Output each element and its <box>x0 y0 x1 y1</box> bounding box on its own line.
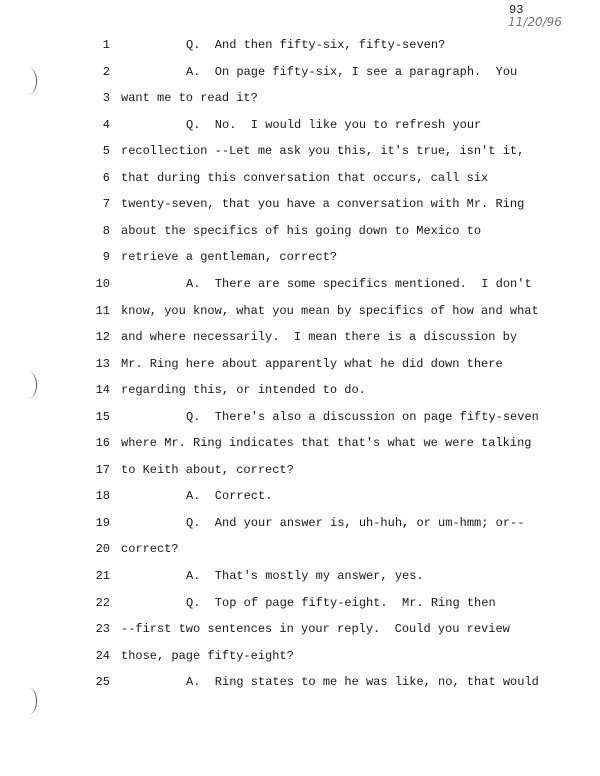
handwritten-date: 11/20/96 <box>508 15 562 29</box>
transcript-line <box>0 144 560 164</box>
line-number: 8 <box>102 223 110 238</box>
transcript-line <box>0 596 560 616</box>
transcript-line <box>0 38 560 58</box>
line-number: 25 <box>95 675 110 690</box>
line-text: those, page fifty-eight? <box>121 648 294 663</box>
line-text: want me to read it? <box>121 91 258 106</box>
transcript-line <box>0 224 560 244</box>
line-number: 23 <box>95 622 110 637</box>
line-number: 19 <box>95 515 110 530</box>
line-text: Q. And then fifty-six, fifty-seven? <box>186 38 446 52</box>
transcript-line <box>0 569 560 589</box>
line-text: Q. No. I would like you to refresh your <box>186 117 482 132</box>
transcript-line <box>0 357 560 377</box>
line-number: 22 <box>95 595 110 610</box>
line-number: 20 <box>95 542 110 557</box>
line-number: 21 <box>95 569 110 583</box>
line-text: Mr. Ring here about apparently what he did down there <box>121 356 503 371</box>
line-text: twenty-seven, that you have a conversation with Mr. Ring <box>121 197 525 212</box>
line-number: 17 <box>95 462 110 477</box>
transcript-line <box>0 489 560 509</box>
line-number: 18 <box>95 489 110 504</box>
transcript-line <box>0 516 560 536</box>
transcript-line <box>0 304 560 324</box>
line-text: --first two sentences in your reply. Could you review <box>121 622 510 637</box>
line-text: that during this conversation that occurs, call six <box>121 170 489 185</box>
transcript-line <box>0 250 560 270</box>
transcript-line <box>0 463 560 483</box>
line-text: correct? <box>121 542 179 557</box>
line-text: where Mr. Ring indicates that that's what we were talking <box>121 436 532 451</box>
line-number: 7 <box>102 197 110 212</box>
transcript-line <box>0 118 560 138</box>
line-text: A. Correct. <box>186 489 273 504</box>
transcript-line <box>0 649 560 669</box>
line-number: 11 <box>95 303 110 318</box>
transcript-line <box>0 65 560 85</box>
transcript-line <box>0 197 560 217</box>
line-number: 16 <box>95 436 110 451</box>
transcript-line <box>0 410 560 430</box>
transcript-line <box>0 542 560 562</box>
line-number: 5 <box>102 144 110 159</box>
line-text: about the specifics of his going down to Mexico to <box>121 223 482 238</box>
line-number: 4 <box>102 117 110 132</box>
line-number: 6 <box>102 170 110 185</box>
line-number: 15 <box>95 409 110 424</box>
transcript-line <box>0 330 560 350</box>
line-text: A. On page fifty-six, I see a paragraph. You <box>186 64 518 79</box>
line-text: know, you know, what you mean by specifics of how and what <box>121 303 539 318</box>
transcript-line <box>0 622 560 642</box>
line-text: A. There are some specifics mentioned. I don't <box>186 276 532 291</box>
transcript-line <box>0 383 560 403</box>
transcript-line <box>0 91 560 111</box>
line-number: 14 <box>95 383 110 398</box>
line-text: Q. Top of page fifty-eight. Mr. Ring then <box>186 595 496 610</box>
line-text: to Keith about, correct? <box>121 462 294 477</box>
transcript-line <box>0 675 560 695</box>
transcript-line <box>0 277 560 297</box>
line-number: 13 <box>95 356 110 371</box>
line-text: retrieve a gentleman, correct? <box>121 250 338 265</box>
line-number: 10 <box>95 276 110 291</box>
line-text: Q. There's also a discussion on page fifty-seven <box>186 409 539 424</box>
line-number: 2 <box>102 64 110 79</box>
line-text: regarding this, or intended to do. <box>121 383 366 398</box>
line-number: 12 <box>95 330 110 345</box>
line-number: 3 <box>102 91 110 106</box>
page-number: 93 <box>509 3 524 17</box>
line-text: A. That's mostly my answer, yes. <box>186 569 424 583</box>
line-number: 1 <box>102 38 110 52</box>
line-text: Q. And your answer is, uh-huh, or um-hmm; or-- <box>186 515 525 530</box>
line-text: A. Ring states to me he was like, no, that would <box>186 675 539 690</box>
line-number: 24 <box>95 648 110 663</box>
line-text: recollection --Let me ask you this, it's true, isn't it, <box>121 144 525 159</box>
line-number: 9 <box>102 250 110 265</box>
transcript-line <box>0 171 560 191</box>
line-text: and where necessarily. I mean there is a discussion by <box>121 330 518 345</box>
transcript-line <box>0 436 560 456</box>
